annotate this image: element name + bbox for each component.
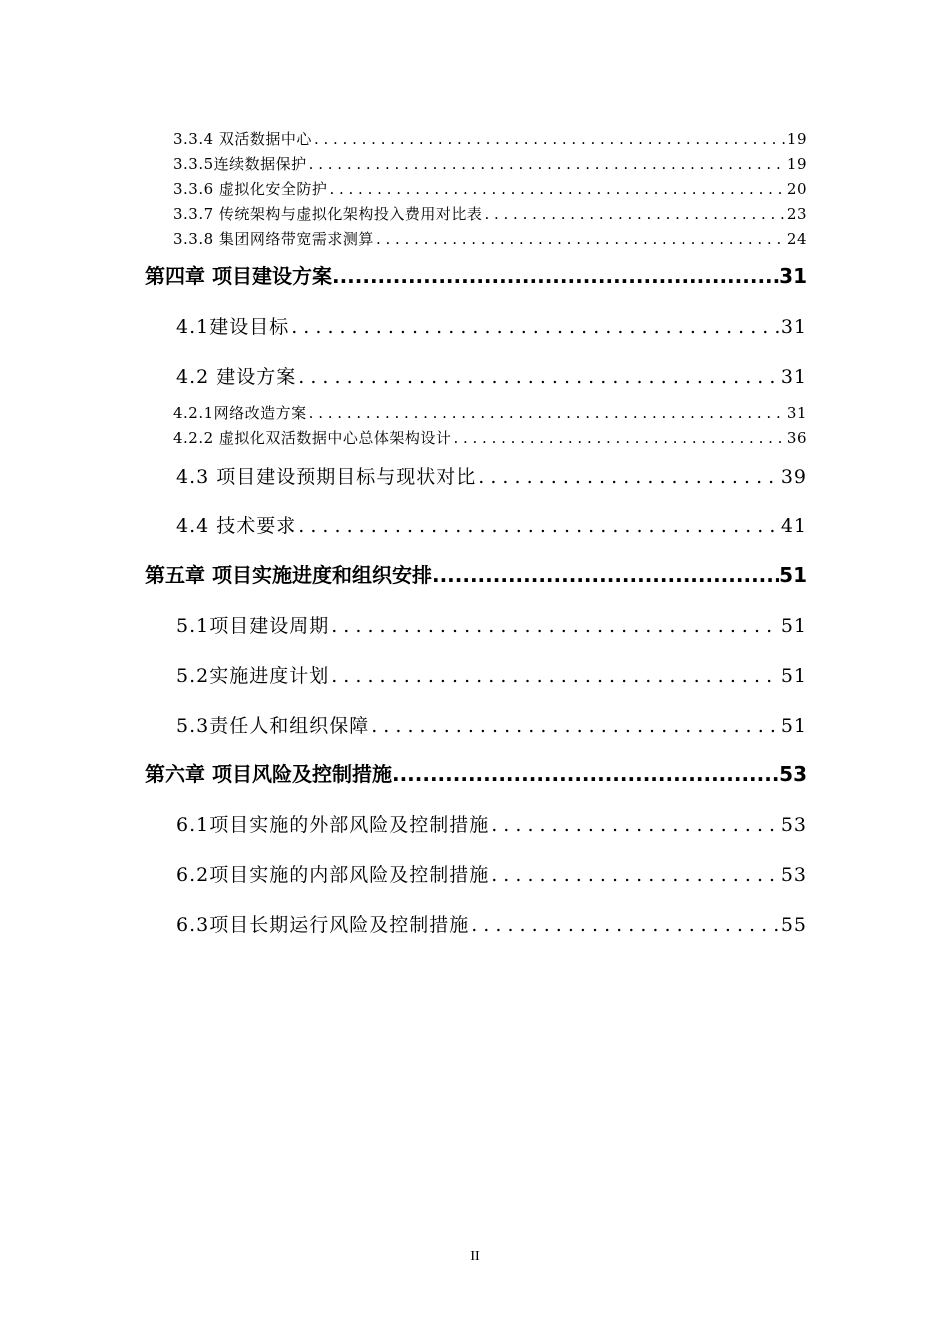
toc-entry-page: 20: [786, 180, 807, 198]
toc-entry-5-3[interactable]: [176, 711, 807, 739]
dot-leader: [314, 130, 785, 148]
toc-entry-page: 19: [786, 130, 807, 148]
toc-entry-3-3-5[interactable]: [173, 153, 807, 175]
toc-entry-label: 3.3.6 虚拟化安全防护: [173, 180, 328, 198]
toc-entry-3-3-6[interactable]: [173, 178, 807, 200]
toc-entry-label: 3.3.7 传统架构与虚拟化架构投入费用对比表: [173, 205, 483, 223]
toc-entry-page: 51: [780, 715, 807, 737]
toc-entry-page: 51: [780, 665, 807, 687]
page-number: II: [470, 1249, 480, 1264]
toc-entry-3-3-8[interactable]: [173, 228, 807, 250]
toc-entry-3-3-7[interactable]: [173, 203, 807, 225]
toc-chapter-page: 31: [779, 264, 807, 288]
dot-leader: [376, 230, 785, 248]
toc-entry-4-4[interactable]: [176, 511, 807, 539]
dot-leader: [298, 366, 779, 388]
toc-entry-label: 6.1项目实施的外部风险及控制措施: [176, 814, 490, 836]
toc-chapter-6[interactable]: [145, 758, 807, 788]
toc-entry-5-2[interactable]: [176, 661, 807, 689]
dot-leader: [491, 864, 779, 886]
toc-entry-page: 31: [786, 404, 807, 422]
toc-entry-label: 4.2 建设方案: [176, 366, 297, 388]
toc-entry-page: 24: [786, 230, 807, 248]
toc-entry-6-3[interactable]: [176, 910, 807, 938]
toc-entry-label: 4.2.1网络改造方案: [173, 404, 307, 422]
dot-leader: [291, 316, 779, 338]
toc-entry-6-1[interactable]: [176, 810, 807, 838]
toc-chapter-label: 第五章 项目实施进度和组织安排: [145, 563, 432, 587]
toc-entry-4-1[interactable]: [176, 312, 807, 340]
toc-entry-3-3-4[interactable]: [173, 128, 807, 150]
toc-entry-4-2-2[interactable]: [173, 427, 807, 449]
toc-entry-4-3[interactable]: [176, 462, 807, 490]
toc-entry-label: 3.3.5连续数据保护: [173, 155, 307, 173]
toc-entry-label: 6.3项目长期运行风险及控制措施: [176, 914, 470, 936]
toc-entry-label: 4.2.2 虚拟化双活数据中心总体架构设计: [173, 429, 452, 447]
toc-entry-page: 31: [780, 366, 807, 388]
toc-entry-page: 53: [780, 864, 807, 886]
toc-entry-4-2[interactable]: [176, 362, 807, 390]
toc-entry-page: 51: [780, 615, 807, 637]
toc-entry-label: 3.3.4 双活数据中心: [173, 130, 312, 148]
toc-entry-label: 5.3责任人和组织保障: [176, 715, 370, 737]
toc-entry-5-1[interactable]: [176, 611, 807, 639]
dot-leader: [484, 205, 784, 223]
toc-entry-label: 6.2项目实施的内部风险及控制措施: [176, 864, 490, 886]
toc-entry-page: 23: [786, 205, 807, 223]
dot-leader: [491, 814, 779, 836]
toc-entry-page: 55: [780, 914, 807, 936]
toc-entry-page: 31: [780, 316, 807, 338]
dot-leader: [309, 404, 785, 422]
toc-entry-page: 53: [780, 814, 807, 836]
toc-chapter-label: 第四章 项目建设方案: [145, 264, 332, 288]
toc-chapter-page: 53: [779, 762, 807, 786]
dot-leader: [329, 180, 784, 198]
dot-leader: [371, 715, 779, 737]
toc-entry-label: 4.1建设目标: [176, 316, 290, 338]
toc-entry-page: 41: [780, 515, 807, 537]
dot-leader: [478, 466, 779, 488]
toc-chapter-page: 51: [779, 563, 807, 587]
dot-leader: [331, 665, 779, 687]
toc-chapter-5[interactable]: [145, 559, 807, 589]
toc-entry-page: 36: [786, 429, 807, 447]
dot-leader: [309, 155, 785, 173]
toc-entry-6-2[interactable]: [176, 860, 807, 888]
toc-entry-label: 5.1项目建设周期: [176, 615, 330, 637]
dot-leader: [453, 429, 784, 447]
toc-entry-4-2-1[interactable]: [173, 402, 807, 424]
toc-entry-label: 4.4 技术要求: [176, 515, 297, 537]
dot-leader: [332, 264, 779, 288]
toc-entry-label: 4.3 项目建设预期目标与现状对比: [176, 466, 477, 488]
dot-leader: [432, 563, 779, 587]
dot-leader: [331, 615, 779, 637]
dot-leader: [471, 914, 779, 936]
toc-entry-label: 3.3.8 集团网络带宽需求测算: [173, 230, 374, 248]
toc-chapter-label: 第六章 项目风险及控制措施: [145, 762, 392, 786]
toc-entry-label: 5.2实施进度计划: [176, 665, 330, 687]
toc-entry-page: 19: [786, 155, 807, 173]
toc-entry-page: 39: [780, 466, 807, 488]
dot-leader: [392, 762, 779, 786]
toc-chapter-4[interactable]: [145, 260, 807, 290]
dot-leader: [298, 515, 779, 537]
